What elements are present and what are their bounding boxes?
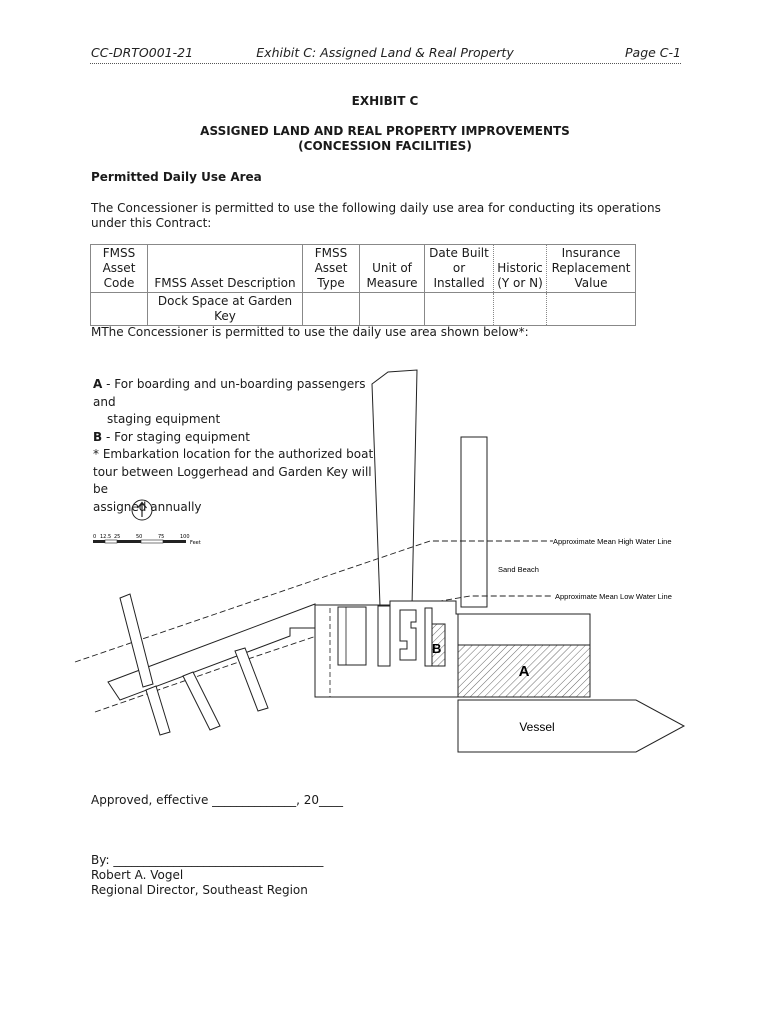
- area-a-label: A: [518, 663, 530, 680]
- legend-note-line3: assigned annually: [93, 499, 202, 514]
- scale-tick-75: 75: [158, 534, 165, 540]
- dock-narrow-structure: [425, 608, 432, 666]
- col-header-description: FMSS Asset Description: [148, 245, 303, 293]
- scale-tick-50: 50: [136, 534, 143, 540]
- vessel: [458, 700, 684, 752]
- scale-bar: [93, 534, 201, 546]
- area-b-label: B: [432, 641, 442, 656]
- north-arrow-icon: [132, 500, 152, 520]
- col-header-unit: Unit of Measure: [360, 245, 425, 293]
- legend-key-b: B: [93, 429, 103, 444]
- signer-title: Regional Director, Southeast Region: [91, 883, 308, 897]
- document-title-line2: (CONCESSION FACILITIES): [298, 139, 472, 153]
- label-sand-beach: Sand Beach: [498, 565, 539, 574]
- header-doc-number: CC-DRTO001-21: [91, 45, 194, 60]
- long-pier: [372, 370, 417, 606]
- col-header-historic: Historic (Y or N): [494, 245, 547, 293]
- dock-building-2: [400, 610, 416, 660]
- section-title: Permitted Daily Use Area: [91, 170, 262, 184]
- vessel-label: Vessel: [519, 720, 555, 734]
- col-header-insurance: Insurance Replacement Value: [547, 245, 636, 293]
- scale-tick-0: 0: [93, 534, 97, 540]
- legend-text-a: - For boarding and un-boarding passengers and: [93, 377, 366, 409]
- col-header-date-built: Date Built or Installed: [425, 245, 494, 293]
- finger-pier-2: [146, 686, 170, 735]
- header-title: Exhibit C: Assigned Land & Real Property: [256, 45, 514, 60]
- scale-tick-25: 25: [114, 534, 121, 540]
- dock-building-1: [338, 607, 366, 665]
- document-title-line1: ASSIGNED LAND AND REAL PROPERTY IMPROVEMENTS: [200, 124, 570, 138]
- dock-pillar: [378, 606, 390, 666]
- scale-unit: Feet: [190, 540, 201, 546]
- label-high-water: Approximate Mean High Water Line: [553, 537, 672, 546]
- legend-text-b: - For staging equipment: [102, 429, 250, 444]
- signer-name: Robert A. Vogel: [91, 868, 184, 882]
- scale-tick-12-5: 12.5: [100, 534, 112, 540]
- cell-description: Dock Space at Garden Key: [148, 293, 303, 326]
- intro-paragraph: The Concessioner is permitted to use the following daily use area for conducting its operations under this Contract:: [91, 201, 661, 230]
- exhibit-label: EXHIBIT C: [351, 94, 419, 108]
- signature-line: By: ___________________________________: [91, 853, 324, 867]
- col-header-asset-type: FMSS Asset Type: [303, 245, 360, 293]
- map-intro-paragraph: MThe Concessioner is permitted to use the daily use area shown below*:: [91, 325, 529, 339]
- legend-note-line1: * Embarkation location for the authorized boat: [93, 447, 374, 461]
- legend-key-a: A: [93, 377, 103, 391]
- approval-line: Approved, effective ______________, 20____: [91, 793, 344, 807]
- tall-structure: [461, 437, 487, 607]
- legend-note-line2: tour between Loggerhead and Garden Key will be: [93, 464, 372, 496]
- legend-text-a-cont: staging equipment: [107, 412, 221, 426]
- label-low-water: Approximate Mean Low Water Line: [555, 592, 672, 601]
- col-header-asset-code: FMSS Asset Code: [91, 245, 148, 293]
- scale-tick-100: 100: [180, 534, 190, 540]
- header-page-number: Page C-1: [625, 45, 681, 60]
- finger-pier-3: [183, 672, 220, 730]
